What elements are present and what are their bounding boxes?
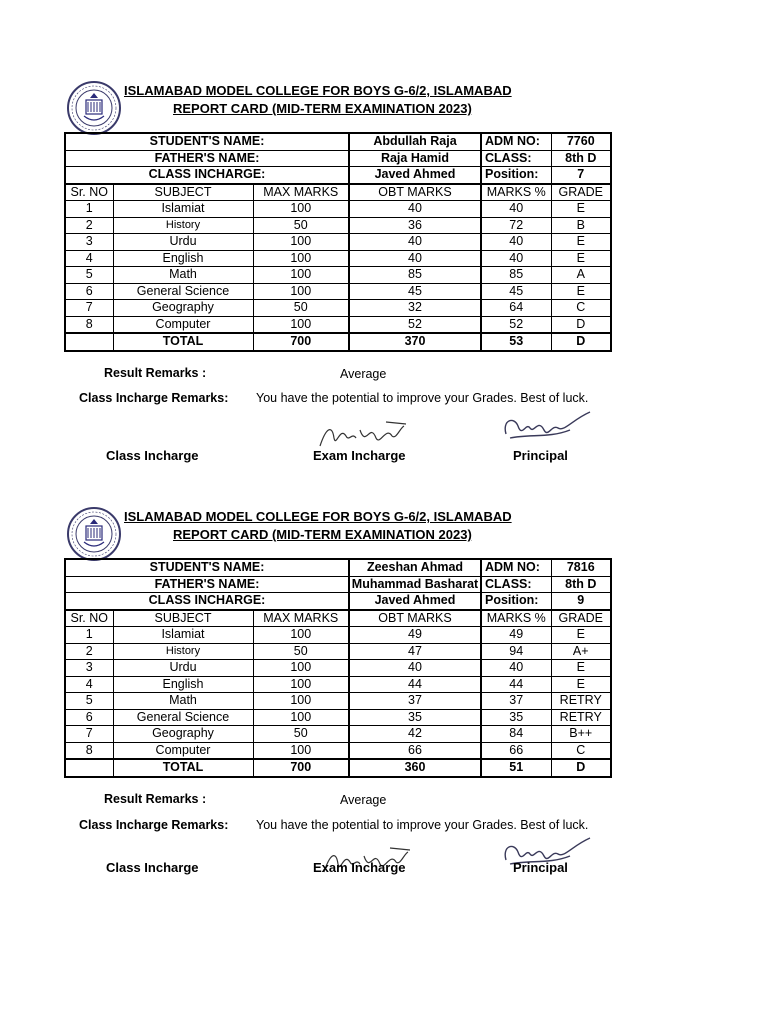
- result-remarks-label: Result Remarks :: [104, 366, 207, 380]
- max-cell: 100: [253, 201, 349, 218]
- table-row: [65, 627, 611, 644]
- adm-no-value: 7760: [551, 133, 611, 150]
- result-remarks-label: Result Remarks :: [104, 792, 207, 806]
- college-logo-icon: [66, 80, 122, 136]
- college-logo-icon: [66, 506, 122, 562]
- class-incharge-remarks-value: You have the potential to improve your Grades. Best of luck.: [256, 391, 589, 405]
- college-name: ISLAMABAD MODEL COLLEGE FOR BOYS G-6/2, ISLAMABAD: [124, 83, 512, 98]
- max-cell: 100: [253, 676, 349, 693]
- sr-cell: 5: [65, 267, 113, 284]
- position-label: Position:: [481, 167, 551, 184]
- subject-cell: Urdu: [113, 660, 253, 677]
- father-name-label: FATHER'S NAME:: [65, 576, 349, 593]
- obt-cell: 85: [349, 267, 481, 284]
- obt-cell: 66: [349, 742, 481, 759]
- total-pct: 51: [481, 759, 551, 777]
- exam-incharge-signature-label: Exam Incharge: [313, 448, 406, 463]
- header-subject: SUBJECT: [113, 610, 253, 627]
- grade-cell: B++: [551, 726, 611, 743]
- grade-cell: RETRY: [551, 709, 611, 726]
- pct-cell: 94: [481, 643, 551, 660]
- grade-cell: A: [551, 267, 611, 284]
- max-cell: 100: [253, 742, 349, 759]
- header-obt: OBT MARKS: [349, 610, 481, 627]
- pct-cell: 40: [481, 201, 551, 218]
- subject-cell: Islamiat: [113, 627, 253, 644]
- max-cell: 100: [253, 693, 349, 710]
- class-value: 8th D: [551, 576, 611, 593]
- result-remarks-value: Average: [340, 793, 387, 807]
- sr-cell: 3: [65, 660, 113, 677]
- pct-cell: 84: [481, 726, 551, 743]
- max-cell: 100: [253, 267, 349, 284]
- total-pct: 53: [481, 333, 551, 351]
- grade-cell: D: [551, 316, 611, 333]
- obt-cell: 52: [349, 316, 481, 333]
- sr-cell: 6: [65, 709, 113, 726]
- grade-cell: C: [551, 742, 611, 759]
- max-cell: 100: [253, 627, 349, 644]
- total-label: TOTAL: [113, 333, 253, 351]
- principal-signature-label: Principal: [513, 860, 568, 875]
- total-row: [65, 759, 611, 777]
- sr-cell: 5: [65, 693, 113, 710]
- pct-cell: 40: [481, 234, 551, 251]
- pct-cell: 52: [481, 316, 551, 333]
- table-row: [65, 201, 611, 218]
- max-cell: 50: [253, 726, 349, 743]
- max-cell: 100: [253, 660, 349, 677]
- total-row: [65, 333, 611, 351]
- marks-table: [64, 132, 612, 352]
- total-max: 700: [253, 333, 349, 351]
- subject-cell: Math: [113, 267, 253, 284]
- header-subject: SUBJECT: [113, 184, 253, 201]
- total-grade: D: [551, 333, 611, 351]
- subject-cell: General Science: [113, 709, 253, 726]
- subject-cell: History: [113, 217, 253, 234]
- obt-cell: 36: [349, 217, 481, 234]
- subject-cell: Urdu: [113, 234, 253, 251]
- max-cell: 100: [253, 250, 349, 267]
- header-obt: OBT MARKS: [349, 184, 481, 201]
- total-blank-cell: [65, 333, 113, 351]
- obt-cell: 47: [349, 643, 481, 660]
- table-row: [65, 660, 611, 677]
- max-cell: 50: [253, 300, 349, 317]
- pct-cell: 72: [481, 217, 551, 234]
- sr-cell: 3: [65, 234, 113, 251]
- max-cell: 50: [253, 643, 349, 660]
- max-cell: 100: [253, 709, 349, 726]
- principal-signature-label: Principal: [513, 448, 568, 463]
- table-row: [65, 742, 611, 759]
- pct-cell: 35: [481, 709, 551, 726]
- adm-no-value: 7816: [551, 559, 611, 576]
- pct-cell: 37: [481, 693, 551, 710]
- header-sr: Sr. NO: [65, 184, 113, 201]
- obt-cell: 40: [349, 660, 481, 677]
- class-label: CLASS:: [481, 150, 551, 167]
- pct-cell: 85: [481, 267, 551, 284]
- class-incharge-remarks-value: You have the potential to improve your Grades. Best of luck.: [256, 818, 589, 832]
- obt-cell: 37: [349, 693, 481, 710]
- max-cell: 100: [253, 316, 349, 333]
- father-name-value: Muhammad Basharat: [349, 576, 481, 593]
- student-name-value: Abdullah Raja: [349, 133, 481, 150]
- class-incharge-value: Javed Ahmed: [349, 167, 481, 184]
- father-name-value: Raja Hamid: [349, 150, 481, 167]
- report-card-1: [0, 80, 768, 510]
- class-incharge-label: CLASS INCHARGE:: [65, 167, 349, 184]
- class-incharge-remarks-label: Class Incharge Remarks:: [79, 391, 229, 405]
- pct-cell: 44: [481, 676, 551, 693]
- max-cell: 100: [253, 283, 349, 300]
- grade-cell: C: [551, 300, 611, 317]
- pct-cell: 49: [481, 627, 551, 644]
- obt-cell: 40: [349, 234, 481, 251]
- report-card-2: [0, 506, 768, 936]
- result-remarks-value: Average: [340, 367, 387, 381]
- table-row: [65, 250, 611, 267]
- grade-cell: E: [551, 676, 611, 693]
- header-grade: GRADE: [551, 184, 611, 201]
- sr-cell: 1: [65, 201, 113, 218]
- class-incharge-signature-label: Class Incharge: [106, 448, 199, 463]
- position-value: 7: [551, 167, 611, 184]
- subject-cell: Computer: [113, 316, 253, 333]
- subject-cell: Computer: [113, 742, 253, 759]
- subject-cell: Geography: [113, 300, 253, 317]
- class-incharge-label: CLASS INCHARGE:: [65, 593, 349, 610]
- sr-cell: 1: [65, 627, 113, 644]
- grade-cell: A+: [551, 643, 611, 660]
- sr-cell: 7: [65, 726, 113, 743]
- max-cell: 50: [253, 217, 349, 234]
- subject-cell: Islamiat: [113, 201, 253, 218]
- obt-cell: 32: [349, 300, 481, 317]
- subject-cell: English: [113, 676, 253, 693]
- class-incharge-value: Javed Ahmed: [349, 593, 481, 610]
- subject-cell: Geography: [113, 726, 253, 743]
- position-label: Position:: [481, 593, 551, 610]
- table-row: [65, 267, 611, 284]
- total-grade: D: [551, 759, 611, 777]
- header-grade: GRADE: [551, 610, 611, 627]
- report-title: REPORT CARD (MID-TERM EXAMINATION 2023): [173, 527, 472, 542]
- pct-cell: 66: [481, 742, 551, 759]
- class-incharge-remarks-label: Class Incharge Remarks:: [79, 818, 229, 832]
- header-pct: MARKS %: [481, 184, 551, 201]
- college-name: ISLAMABAD MODEL COLLEGE FOR BOYS G-6/2, ISLAMABAD: [124, 509, 512, 524]
- grade-cell: E: [551, 283, 611, 300]
- pct-cell: 45: [481, 283, 551, 300]
- subject-cell: Math: [113, 693, 253, 710]
- pct-cell: 40: [481, 660, 551, 677]
- max-cell: 100: [253, 234, 349, 251]
- adm-no-label: ADM NO:: [481, 133, 551, 150]
- obt-cell: 45: [349, 283, 481, 300]
- header-max: MAX MARKS: [253, 184, 349, 201]
- student-name-label: STUDENT'S NAME:: [65, 559, 349, 576]
- grade-cell: E: [551, 234, 611, 251]
- table-row: [65, 234, 611, 251]
- obt-cell: 44: [349, 676, 481, 693]
- student-name-label: STUDENT'S NAME:: [65, 133, 349, 150]
- sr-cell: 2: [65, 643, 113, 660]
- pct-cell: 40: [481, 250, 551, 267]
- obt-cell: 35: [349, 709, 481, 726]
- total-obt: 370: [349, 333, 481, 351]
- grade-cell: RETRY: [551, 693, 611, 710]
- sr-cell: 8: [65, 742, 113, 759]
- table-row: [65, 283, 611, 300]
- subject-cell: General Science: [113, 283, 253, 300]
- total-max: 700: [253, 759, 349, 777]
- grade-cell: E: [551, 201, 611, 218]
- sr-cell: 6: [65, 283, 113, 300]
- header-pct: MARKS %: [481, 610, 551, 627]
- table-row: [65, 316, 611, 333]
- obt-cell: 42: [349, 726, 481, 743]
- subject-cell: English: [113, 250, 253, 267]
- marks-table: [64, 558, 612, 778]
- grade-cell: E: [551, 627, 611, 644]
- obt-cell: 40: [349, 250, 481, 267]
- total-obt: 360: [349, 759, 481, 777]
- father-name-label: FATHER'S NAME:: [65, 150, 349, 167]
- pct-cell: 64: [481, 300, 551, 317]
- table-row: [65, 300, 611, 317]
- subject-cell: History: [113, 643, 253, 660]
- student-name-value: Zeeshan Ahmad: [349, 559, 481, 576]
- table-row: [65, 643, 611, 660]
- report-title: REPORT CARD (MID-TERM EXAMINATION 2023): [173, 101, 472, 116]
- exam-incharge-signature-icon: [316, 418, 412, 452]
- total-blank-cell: [65, 759, 113, 777]
- obt-cell: 49: [349, 627, 481, 644]
- table-row: [65, 726, 611, 743]
- class-value: 8th D: [551, 150, 611, 167]
- table-row: [65, 217, 611, 234]
- sr-cell: 4: [65, 250, 113, 267]
- header-max: MAX MARKS: [253, 610, 349, 627]
- grade-cell: E: [551, 250, 611, 267]
- principal-signature-icon: [500, 408, 592, 448]
- table-row: [65, 709, 611, 726]
- adm-no-label: ADM NO:: [481, 559, 551, 576]
- total-label: TOTAL: [113, 759, 253, 777]
- sr-cell: 7: [65, 300, 113, 317]
- grade-cell: B: [551, 217, 611, 234]
- header-sr: Sr. NO: [65, 610, 113, 627]
- sr-cell: 2: [65, 217, 113, 234]
- sr-cell: 4: [65, 676, 113, 693]
- exam-incharge-signature-label: Exam Incharge: [313, 860, 406, 875]
- class-label: CLASS:: [481, 576, 551, 593]
- obt-cell: 40: [349, 201, 481, 218]
- class-incharge-signature-label: Class Incharge: [106, 860, 199, 875]
- table-row: [65, 693, 611, 710]
- grade-cell: E: [551, 660, 611, 677]
- table-row: [65, 676, 611, 693]
- position-value: 9: [551, 593, 611, 610]
- sr-cell: 8: [65, 316, 113, 333]
